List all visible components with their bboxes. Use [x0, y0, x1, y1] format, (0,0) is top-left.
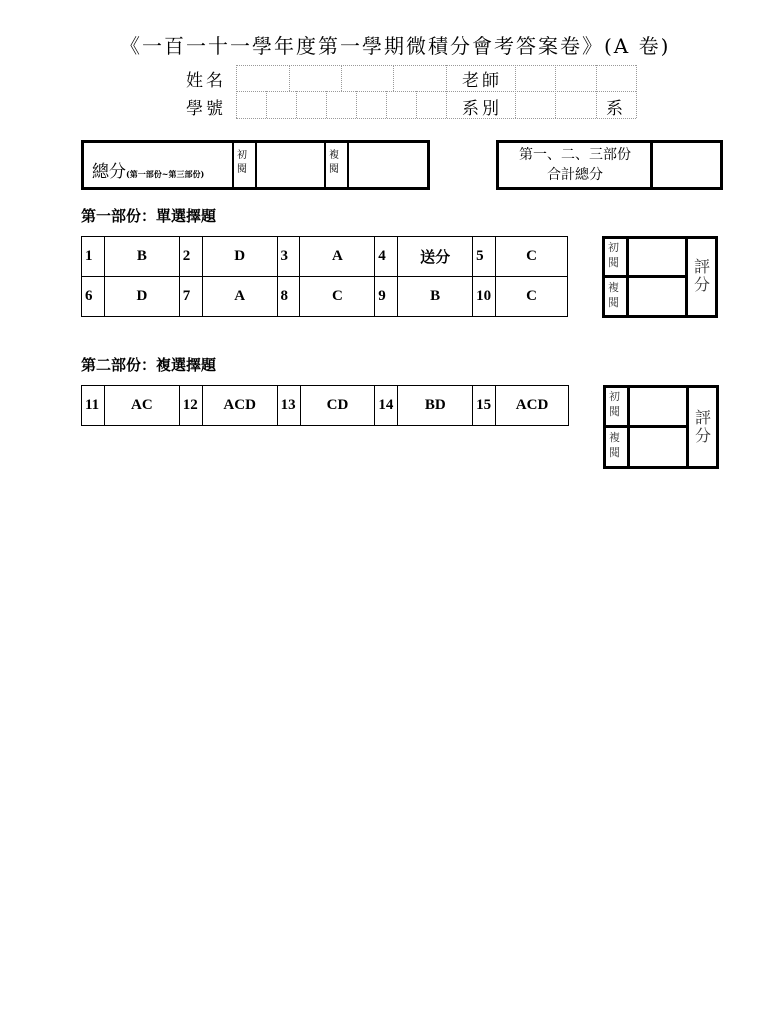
answer-cell: C — [496, 237, 568, 277]
question-number: 12 — [179, 386, 202, 426]
part1-score-label: 評分 — [694, 257, 711, 294]
question-number: 5 — [473, 237, 496, 277]
combined-score-line2: 合計總分 — [547, 167, 603, 183]
header-grid-line — [289, 65, 290, 91]
total-score-label: 總分 — [92, 162, 126, 182]
question-number: 7 — [179, 277, 202, 317]
name-label: 姓名 — [186, 71, 226, 91]
question-number: 6 — [82, 277, 105, 317]
answer-cell: 送分 — [398, 237, 473, 277]
part2-score-label: 評分 — [695, 408, 712, 445]
header-grid-line — [416, 91, 417, 118]
divider — [602, 275, 688, 278]
answer-cell: A — [300, 237, 375, 277]
divider — [232, 143, 234, 187]
header-grid-line — [555, 65, 556, 118]
combined-score-line1: 第一、二、三部份 — [519, 147, 631, 163]
answer-cell: C — [496, 277, 568, 317]
part2-second-review-label: 複閱 — [609, 431, 620, 459]
answer-cell: ACD — [496, 386, 569, 426]
part1-heading: 第一部份：單選擇題 — [81, 209, 217, 225]
header-grid-line — [296, 91, 297, 118]
header-grid-line — [236, 118, 636, 119]
header-grid-line — [326, 91, 327, 118]
department-label: 系別 — [462, 99, 502, 119]
combined-score-box — [496, 140, 723, 190]
header-grid-line — [393, 65, 394, 91]
question-number: 4 — [375, 237, 398, 277]
part2-heading: 第二部份：複選擇題 — [81, 358, 217, 374]
answer-cell: B — [398, 277, 473, 317]
answer-cell: ACD — [202, 386, 277, 426]
question-number: 1 — [82, 237, 105, 277]
department-suffix: 系 — [606, 99, 626, 119]
part1-answer-table — [81, 236, 568, 317]
divider — [603, 425, 689, 428]
header-grid-line — [596, 65, 597, 118]
question-number: 14 — [375, 386, 398, 426]
part2-grading-box — [603, 385, 719, 469]
answer-cell: AC — [104, 386, 179, 426]
header-grid-line — [356, 91, 357, 118]
answer-cell: B — [104, 237, 179, 277]
header-grid-line — [386, 91, 387, 118]
header-grid-line — [636, 65, 637, 118]
total-score-note: (第一部份~第三部份) — [126, 169, 205, 179]
question-number: 2 — [179, 237, 202, 277]
divider — [626, 236, 629, 318]
question-number: 3 — [277, 237, 300, 277]
question-number: 9 — [375, 277, 398, 317]
header-grid-line — [236, 65, 237, 118]
part2-answer-table — [81, 385, 569, 426]
answer-cell: BD — [398, 386, 473, 426]
question-number: 11 — [82, 386, 105, 426]
answer-cell: A — [202, 277, 277, 317]
question-number: 10 — [473, 277, 496, 317]
total-score-box — [81, 140, 430, 190]
divider — [255, 143, 257, 187]
question-number: 15 — [473, 386, 496, 426]
header-grid-line — [266, 91, 267, 118]
answer-cell: C — [300, 277, 375, 317]
header-grid-line — [446, 65, 447, 118]
table-row — [82, 386, 569, 426]
page-title: 《一百一十一學年度第一學期微積分會考答案卷》(A 卷) — [120, 34, 671, 58]
part1-grading-box — [602, 236, 718, 318]
header-grid-line — [341, 65, 342, 91]
divider — [347, 143, 349, 187]
total-second-review-label: 複閱 — [329, 150, 339, 175]
teacher-label: 老師 — [462, 71, 502, 91]
part1-first-review-label: 初閱 — [608, 241, 619, 269]
question-number: 8 — [277, 277, 300, 317]
table-row — [82, 237, 568, 277]
answer-cell: CD — [300, 386, 375, 426]
part2-first-review-label: 初閱 — [609, 390, 620, 418]
answer-cell: D — [202, 237, 277, 277]
header-grid-line — [515, 65, 516, 118]
header-grid-line — [236, 65, 636, 66]
divider — [627, 385, 630, 469]
divider — [650, 143, 653, 187]
total-first-review-label: 初閱 — [237, 150, 247, 175]
part1-second-review-label: 複閱 — [608, 281, 619, 309]
question-number: 13 — [277, 386, 300, 426]
table-row — [82, 277, 568, 317]
divider — [324, 143, 326, 187]
student-id-label: 學號 — [186, 99, 226, 119]
answer-cell: D — [104, 277, 179, 317]
